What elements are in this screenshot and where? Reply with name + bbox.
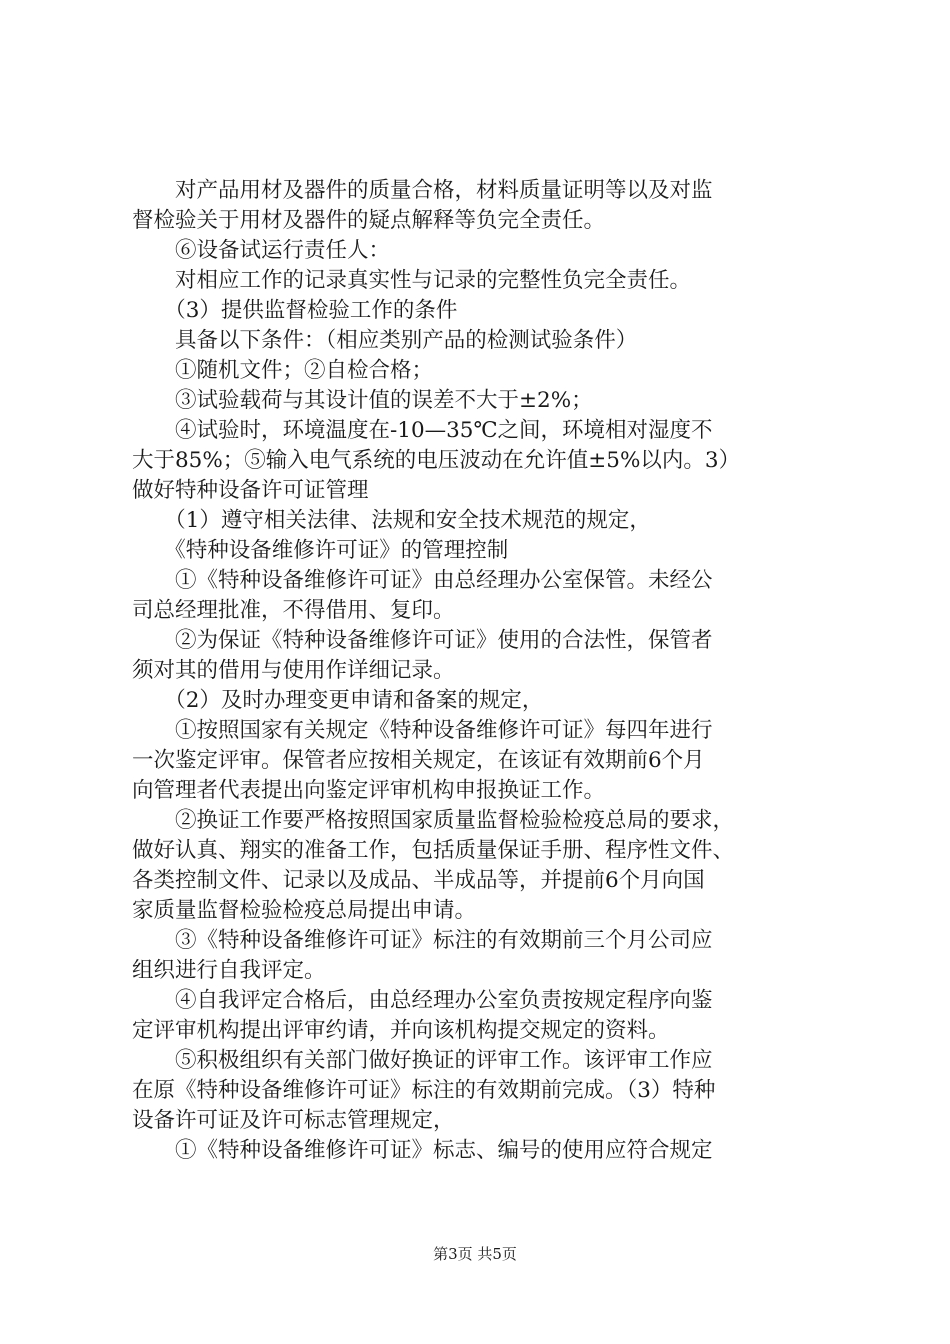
text-line: ①《特种设备维修许可证》由总经理办公室保管。未经公: [132, 568, 713, 593]
text-line: 一次鉴定评审。保管者应按相关规定，在该证有效期前6个月: [132, 748, 705, 773]
text-line: 向管理者代表提出向鉴定评审机构申报换证工作。: [132, 778, 606, 803]
text-line: （3）提供监督检验工作的条件: [132, 298, 458, 323]
text-line: ③试验载荷与其设计值的误差不大于±2%；: [132, 388, 593, 413]
text-line: ④自我评定合格后，由总经理办公室负责按规定程序向鉴: [132, 988, 713, 1013]
text-line: 对产品用材及器件的质量合格，材料质量证明等以及对监: [132, 178, 713, 203]
text-line: 设备许可证及许可标志管理规定，: [132, 1108, 455, 1133]
text-line: ②为保证《特种设备维修许可证》使用的合法性，保管者: [132, 628, 713, 653]
text-line: ④试验时，环境温度在-10—35℃之间，环境相对湿度不: [132, 418, 713, 443]
text-line: 对相应工作的记录真实性与记录的完整性负完全责任。: [132, 268, 692, 293]
text-line: （1）遵守相关法律、法规和安全技术规范的规定，: [132, 508, 651, 533]
text-line: 《特种设备维修许可证》的管理控制: [132, 538, 509, 563]
text-line: 司总经理批准，不得借用、复印。: [132, 598, 455, 623]
text-line: ①按照国家有关规定《特种设备维修许可证》每四年进行: [132, 718, 713, 743]
text-line: 督检验关于用材及器件的疑点解释等负完全责任。: [132, 208, 606, 233]
text-line: 在原《特种设备维修许可证》标注的有效期前完成。（3）特种: [132, 1078, 716, 1103]
page-footer: [0, 1244, 950, 1264]
text-line: ⑥设备试运行责任人：: [132, 238, 391, 263]
document-body: [132, 176, 832, 1166]
text-line: ①《特种设备维修许可证》标志、编号的使用应符合规定: [132, 1138, 713, 1163]
text-line: 具备以下条件：（相应类别产品的检测试验条件）: [132, 328, 638, 353]
text-line: ③《特种设备维修许可证》标注的有效期前三个月公司应: [132, 928, 713, 953]
text-line: ②换证工作要严格按照国家质量监督检验检疫总局的要求，: [132, 808, 735, 833]
text-line: ①随机文件；②自检合格；: [132, 358, 434, 383]
text-line: 须对其的借用与使用作详细记录。: [132, 658, 455, 683]
text-line: 家质量监督检验检疫总局提出申请。: [132, 898, 477, 923]
text-line: 做好认真、翔实的准备工作，包括质量保证手册、程序性文件、: [132, 838, 735, 863]
text-line: ⑤积极组织有关部门做好换证的评审工作。该评审工作应: [132, 1048, 713, 1073]
text-line: 做好特种设备许可证管理: [132, 478, 369, 503]
page-number-label: 第3页 共5页: [433, 1245, 517, 1263]
text-line: 定评审机构提出评审约请，并向该机构提交规定的资料。: [132, 1018, 670, 1043]
text-line: 各类控制文件、记录以及成品、半成品等，并提前6个月向国: [132, 868, 705, 893]
text-line: 组织进行自我评定。: [132, 958, 326, 983]
text-line: （2）及时办理变更申请和备案的规定，: [132, 688, 544, 713]
text-line: 大于85%；⑤输入电气系统的电压波动在允许值±5%以内。3）: [132, 448, 741, 473]
